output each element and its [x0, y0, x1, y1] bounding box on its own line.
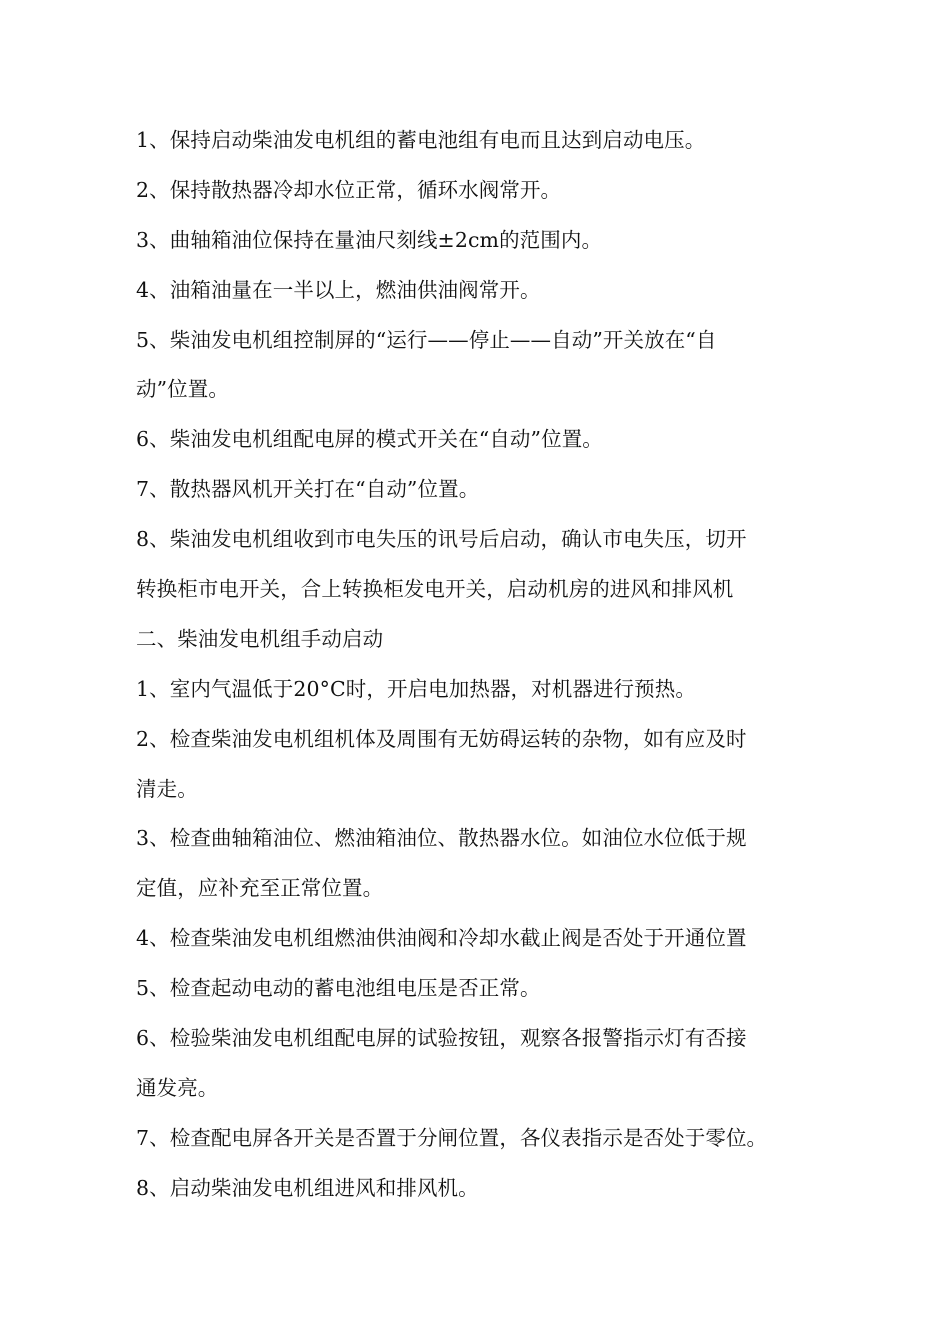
text-line: 动”位置。 — [136, 377, 229, 402]
text-line: 3、曲轴箱油位保持在量油尺刻线±2cm的范围内。 — [136, 227, 603, 252]
text-line: 2、保持散热器冷却水位正常，循环水阀常开。 — [136, 177, 562, 202]
text-line: 通发亮。 — [136, 1075, 219, 1100]
section-heading: 二、柴油发电机组手动启动 — [136, 626, 384, 651]
text-line: 转换柜市电开关，合上转换柜发电开关，启动机房的进风和排风机 — [136, 577, 734, 602]
document-body — [136, 116, 836, 1214]
text-line: 7、散热器风机开关打在“自动”位置。 — [136, 477, 480, 502]
text-line: 4、油箱油量在一半以上，燃油供油阀常开。 — [136, 277, 541, 302]
text-line: 7、检查配电屏各开关是否置于分闸位置，各仪表指示是否处于零位。 — [136, 1125, 768, 1150]
text-line: 8、柴油发电机组收到市电失压的讯号后启动，确认市电失压，切开 — [136, 527, 747, 552]
text-line: 定值，应补充至正常位置。 — [136, 876, 384, 901]
text-line: 6、检验柴油发电机组配电屏的试验按钮，观察各报警指示灯有否接 — [136, 1026, 747, 1051]
text-line: 8、启动柴油发电机组进风和排风机。 — [136, 1175, 479, 1200]
text-line: 5、检查起动电动的蓄电池组电压是否正常。 — [136, 976, 541, 1001]
text-line: 3、检查曲轴箱油位、燃油箱油位、散热器水位。如油位水位低于规 — [136, 826, 747, 851]
text-line: 4、检查柴油发电机组燃油供油阀和冷却水截止阀是否处于开通位置 — [136, 926, 747, 951]
text-line: 1、室内气温低于20°C时，开启电加热器，对机器进行预热。 — [136, 676, 696, 701]
text-line: 1、保持启动柴油发电机组的蓄电池组有电而且达到启动电压。 — [136, 128, 706, 152]
text-line: 5、柴油发电机组控制屏的“运行——停止——自动”开关放在“自 — [136, 327, 717, 352]
text-line: 2、检查柴油发电机组机体及周围有无妨碍运转的杂物，如有应及时 — [136, 726, 747, 751]
text-line: 清走。 — [136, 776, 198, 801]
text-line: 6、柴油发电机组配电屏的模式开关在“自动”位置。 — [136, 427, 603, 452]
